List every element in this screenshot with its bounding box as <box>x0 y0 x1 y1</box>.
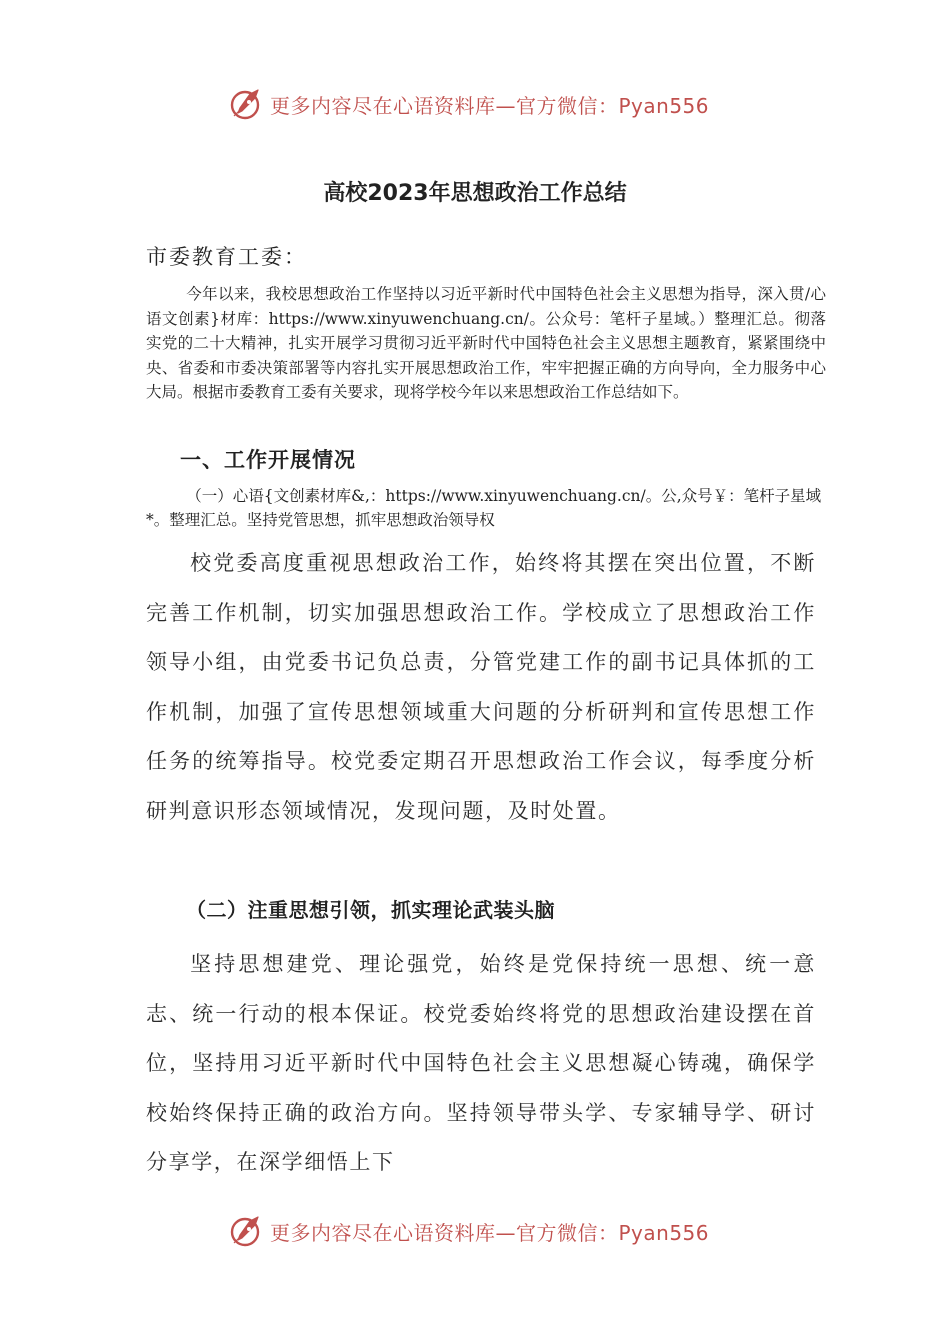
banner-text: 更多内容尽在心语资料库—官方微信：Pyan556 <box>270 93 710 118</box>
subsection-heading-2: （二）注重思想引领，抓实理论武装头脑 <box>186 898 555 922</box>
salutation: 市委教育工委： <box>146 245 307 269</box>
body-paragraph-2: 坚持思想建党、理论强党，始终是党保持统一思想、统一意志、统一行动的根本保证。校党委始终将党的思想政治建设摆在首位，坚持用习近平新时代中国特色社会主义思想凝心铸魂，确保学校始终保持正确的政治方向。坚持领导带头学、专家辅导学、研讨分享学，在深学细悟上下 <box>146 952 816 1174</box>
banner-text: 更多内容尽在心语资料库—官方微信：Pyan556 <box>270 1220 710 1245</box>
pen-nib-icon <box>228 1213 264 1249</box>
document-title: 高校2023年思想政治工作总结 <box>323 181 627 206</box>
footer-banner <box>228 1211 728 1251</box>
header-banner <box>228 84 728 124</box>
pen-nib-icon <box>228 86 264 122</box>
section-heading-1: 一、工作开展情况 <box>180 448 356 472</box>
subsection-heading-1: （一）心语{文创素材库&,：https://www.xinyuwenchuang.cn/。公,众号￥：笔杆子星域*。整理汇总。坚持党管思想，抓牢思想政治领导权 <box>146 487 822 529</box>
intro-paragraph: 今年以来，我校思想政治工作坚持以习近平新时代中国特色社会主义思想为指导，深入贯/心语文创素}材库：https://www.xinyuwenchuang.cn/。公众号：笔杆子星域。）整理汇总。彻落实党的二十大精神，扎实开展学习贯彻习近平新时代中国特色社会主义思想主题教育，紧紧围绕中央、省委和市委决策部署等内容扎实开展思想政治工作，牢牢把握正确的方向导向，全力服务中心大局。根据市委教育工委有关要求，现将学校今年以来思想政治工作总结如下。 <box>146 285 826 402</box>
body-paragraph-1: 校党委高度重视思想政治工作，始终将其摆在突出位置，不断完善工作机制，切实加强思想政治工作。学校成立了思想政治工作领导小组，由党委书记负总责，分管党建工作的副书记具体抓的工作机制，加强了宣传思想领域重大问题的分析研判和宣传思想工作任务的统筹指导。校党委定期召开思想政治工作会议，每季度分析研判意识形态领域情况，发现问题，及时处置。 <box>146 551 816 823</box>
